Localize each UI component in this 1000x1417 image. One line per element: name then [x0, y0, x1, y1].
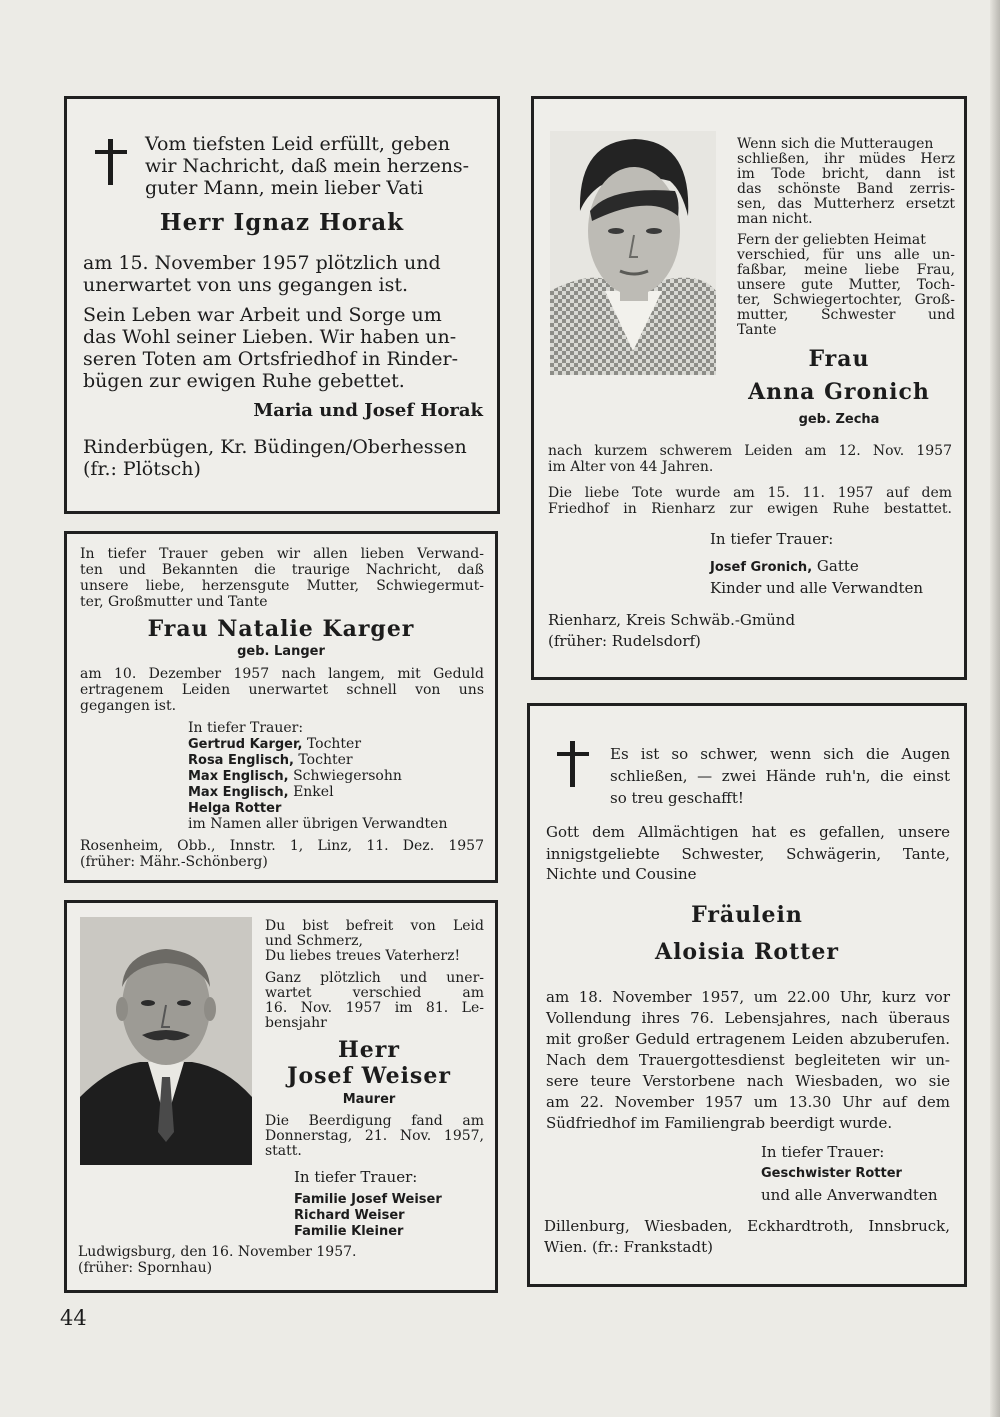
rotter-p1-1: am 18. November 1957, um 22.00 Uhr, kurz vor	[546, 988, 950, 1006]
karger-signer-3	[188, 768, 402, 784]
rotter-p1-5: sere teure Verstorbene nach Wiesbaden, wo sie	[546, 1072, 950, 1090]
karger-intro-4: ter, Großmutter und Tante	[80, 594, 268, 610]
gronich-signers2: Kinder und alle Verwandten	[710, 579, 924, 597]
gronich-poem-3: im Tode bricht, dann ist	[737, 166, 955, 182]
horak-place-2: (fr.: Plötsch)	[83, 458, 201, 480]
weiser-poem-2: und Schmerz,	[265, 933, 363, 949]
gronich-mourning: In tiefer Trauer:	[710, 530, 834, 548]
portrait-photo	[550, 131, 716, 375]
rotter-place-1: Dillenburg, Wiesbaden, Eckhardtroth, Innsbruck,	[544, 1217, 950, 1235]
gronich-place-1: Rienharz, Kreis Schwäb.-Gmünd	[548, 611, 796, 629]
weiser-poem-3: Du liebes treues Vaterherz!	[265, 948, 461, 964]
horak-intro-1: Vom tiefsten Leid erfüllt, geben	[145, 133, 451, 155]
gronich-text-3: faßbar, meine liebe Frau,	[737, 262, 955, 278]
weiser-signer-2: Richard Weiser	[294, 1208, 405, 1223]
weiser-signer-1: Familie Josef Weiser	[294, 1192, 442, 1207]
gronich-p1-2: im Alter von 44 Jahren.	[548, 459, 714, 475]
horak-p2-2: das Wohl seiner Lieben. Wir haben un-	[83, 326, 457, 348]
karger-name: Frau Natalie Karger	[147, 616, 415, 642]
obituary-rotter	[527, 703, 967, 1287]
gronich-signer-name: Josef Gronich,	[710, 560, 813, 575]
karger-intro-2: ten und Bekannten die traurige Nachricht, daß	[80, 562, 484, 578]
rotter-poem-1: Es ist so schwer, wenn sich die Augen	[610, 745, 950, 763]
karger-signer-4	[188, 784, 334, 800]
karger-signer-1-role: Tochter	[302, 736, 362, 752]
gronich-signer	[710, 557, 859, 575]
weiser-p1-2: Donnerstag, 21. Nov. 1957,	[265, 1128, 484, 1144]
karger-signer-3-role: Schwiegersohn	[288, 768, 402, 784]
karger-p1-1: am 10. Dezember 1957 nach langem, mit Geduld	[80, 666, 484, 682]
obituary-gronich	[531, 96, 967, 680]
page-number: 44	[60, 1306, 87, 1330]
karger-signer-5	[188, 800, 281, 816]
obituary-karger	[64, 531, 498, 883]
horak-intro-3: guter Mann, mein lieber Vati	[145, 177, 424, 199]
weiser-mourning: In tiefer Trauer:	[294, 1168, 418, 1186]
gronich-signer-role: Gatte	[812, 557, 859, 575]
karger-others: im Namen aller übrigen Verwandten	[188, 816, 448, 832]
karger-place-2: (früher: Mähr.-Schönberg)	[80, 854, 268, 870]
rotter-p1-6: am 22. November 1957 um 13.30 Uhr auf dem	[546, 1093, 950, 1111]
page-edge	[990, 0, 1000, 1417]
weiser-p1-1: Die Beerdigung fand am	[265, 1113, 484, 1129]
karger-intro-1: In tiefer Trauer geben wir allen lieben Verwand-	[80, 546, 484, 562]
rotter-intro-1: Gott dem Allmächtigen hat es gefallen, unsere	[546, 823, 950, 841]
karger-intro-3: unsere liebe, herzensgute Mutter, Schwiegermut-	[80, 578, 484, 594]
horak-signers: Maria und Josef Horak	[253, 400, 483, 421]
horak-p2-4: bügen zur ewigen Ruhe gebettet.	[83, 370, 405, 392]
gronich-born: geb. Zecha	[798, 412, 880, 427]
gronich-text-2: verschied, für uns alle un-	[737, 247, 955, 263]
gronich-p2-1: Die liebe Tote wurde am 15. 11. 1957 auf dem	[548, 485, 952, 501]
portrait-photo-weiser	[80, 917, 252, 1165]
weiser-name: Josef Weiser	[287, 1063, 451, 1089]
weiser-text-1: Ganz plötzlich und uner-	[265, 970, 484, 986]
weiser-text-2: wartet verschied am	[265, 985, 484, 1001]
gronich-p2-2: Friedhof in Rienharz zur ewigen Ruhe bestattet.	[548, 501, 952, 517]
karger-place-1: Rosenheim, Obb., Innstr. 1, Linz, 11. Dez. 1957	[80, 838, 484, 854]
gronich-text-4: unsere gute Mutter, Toch-	[737, 277, 955, 293]
weiser-signer-3: Familie Kleiner	[294, 1224, 404, 1239]
weiser-poem-1: Du bist befreit von Leid	[265, 918, 484, 934]
rotter-signers2: und alle Anverwandten	[761, 1186, 938, 1204]
karger-p1-3: gegangen ist.	[80, 698, 177, 714]
horak-p1-2: unerwartet von uns gegangen ist.	[83, 274, 409, 296]
rotter-intro-2: innigstgeliebte Schwester, Schwägerin, Tante,	[546, 845, 950, 863]
rotter-p1-3: mit großer Geduld ertragenem Leiden abzuberufen.	[546, 1030, 950, 1048]
weiser-place-2: (früher: Spornhau)	[78, 1260, 213, 1276]
rotter-p1-7: Südfriedhof im Familiengrab beerdigt wurde.	[546, 1114, 893, 1132]
rotter-signer: Geschwister Rotter	[761, 1166, 902, 1181]
gronich-place-2: (früher: Rudelsdorf)	[548, 632, 701, 650]
rotter-intro-3: Nichte und Cousine	[546, 865, 697, 883]
gronich-p1-1: nach kurzem schwerem Leiden am 12. Nov. 1957	[548, 443, 952, 459]
karger-born: geb. Langer	[237, 644, 325, 659]
karger-signer-4-role: Enkel	[288, 784, 334, 800]
karger-mourning: In tiefer Trauer:	[188, 720, 304, 736]
karger-signer-2-name: Rosa Englisch,	[188, 753, 294, 768]
horak-p2-3: seren Toten am Ortsfriedhof in Rinder-	[83, 348, 459, 370]
gronich-poem-2: schließen, ihr müdes Herz	[737, 151, 955, 167]
weiser-title: Herr	[338, 1037, 400, 1063]
rotter-p1-2: Vollendung ihres 76. Lebensjahres, nach überaus	[546, 1009, 950, 1027]
gronich-text-1: Fern der geliebten Heimat	[737, 232, 926, 248]
weiser-text-3: 16. Nov. 1957 im 81. Le-	[265, 1000, 484, 1016]
obituary-horak	[64, 96, 500, 514]
weiser-p1-3: statt.	[265, 1143, 302, 1159]
horak-p1-1: am 15. November 1957 plötzlich und	[83, 252, 441, 274]
gronich-poem-1: Wenn sich die Mutteraugen	[737, 136, 934, 152]
gronich-text-5: ter, Schwiegertochter, Groß-	[737, 292, 955, 308]
karger-signer-2-role: Tochter	[293, 752, 353, 768]
karger-signer-1-name: Gertrud Karger,	[188, 737, 303, 752]
rotter-name: Aloisia Rotter	[655, 939, 839, 965]
horak-place-1: Rinderbügen, Kr. Büdingen/Oberhessen	[83, 436, 467, 458]
cross-icon-rotter	[557, 741, 589, 787]
rotter-poem-3: so treu geschafft!	[610, 789, 744, 807]
gronich-name: Anna Gronich	[748, 379, 930, 405]
karger-signer-1	[188, 736, 361, 752]
horak-intro-2: wir Nachricht, daß mein herzens-	[145, 155, 470, 177]
karger-p1-2: ertragenem Leiden unerwartet schnell von uns	[80, 682, 484, 698]
gronich-poem-4: das schönste Band zerris-	[737, 181, 955, 197]
karger-signer-4-name: Max Englisch,	[188, 785, 289, 800]
gronich-text-7: Tante	[737, 322, 777, 338]
karger-signer-5-name: Helga Rotter	[188, 801, 282, 816]
weiser-job: Maurer	[342, 1092, 396, 1107]
rotter-title: Fräulein	[691, 902, 803, 928]
gronich-text-6: mutter, Schwester und	[737, 307, 955, 323]
rotter-mourning: In tiefer Trauer:	[761, 1143, 885, 1161]
karger-signer-2	[188, 752, 353, 768]
gronich-poem-5: sen, das Mutterherz ersetzt	[737, 196, 955, 212]
rotter-place-2: Wien. (fr.: Frankstadt)	[544, 1238, 713, 1256]
rotter-poem-2: schließen, — zwei Hände ruh'n, die einst	[610, 767, 950, 785]
gronich-title: Frau	[808, 346, 870, 372]
gronich-poem-6: man nicht.	[737, 211, 813, 227]
cross-icon	[95, 139, 127, 185]
obituary-weiser	[64, 900, 498, 1293]
karger-signer-3-name: Max Englisch,	[188, 769, 289, 784]
horak-p2-1: Sein Leben war Arbeit und Sorge um	[83, 304, 442, 326]
weiser-place-1: Ludwigsburg, den 16. November 1957.	[78, 1244, 357, 1260]
horak-name: Herr Ignaz Horak	[159, 209, 405, 236]
weiser-text-4: bensjahr	[265, 1015, 327, 1031]
rotter-p1-4: Nach dem Trauergottesdienst begleiteten wir un-	[546, 1051, 950, 1069]
